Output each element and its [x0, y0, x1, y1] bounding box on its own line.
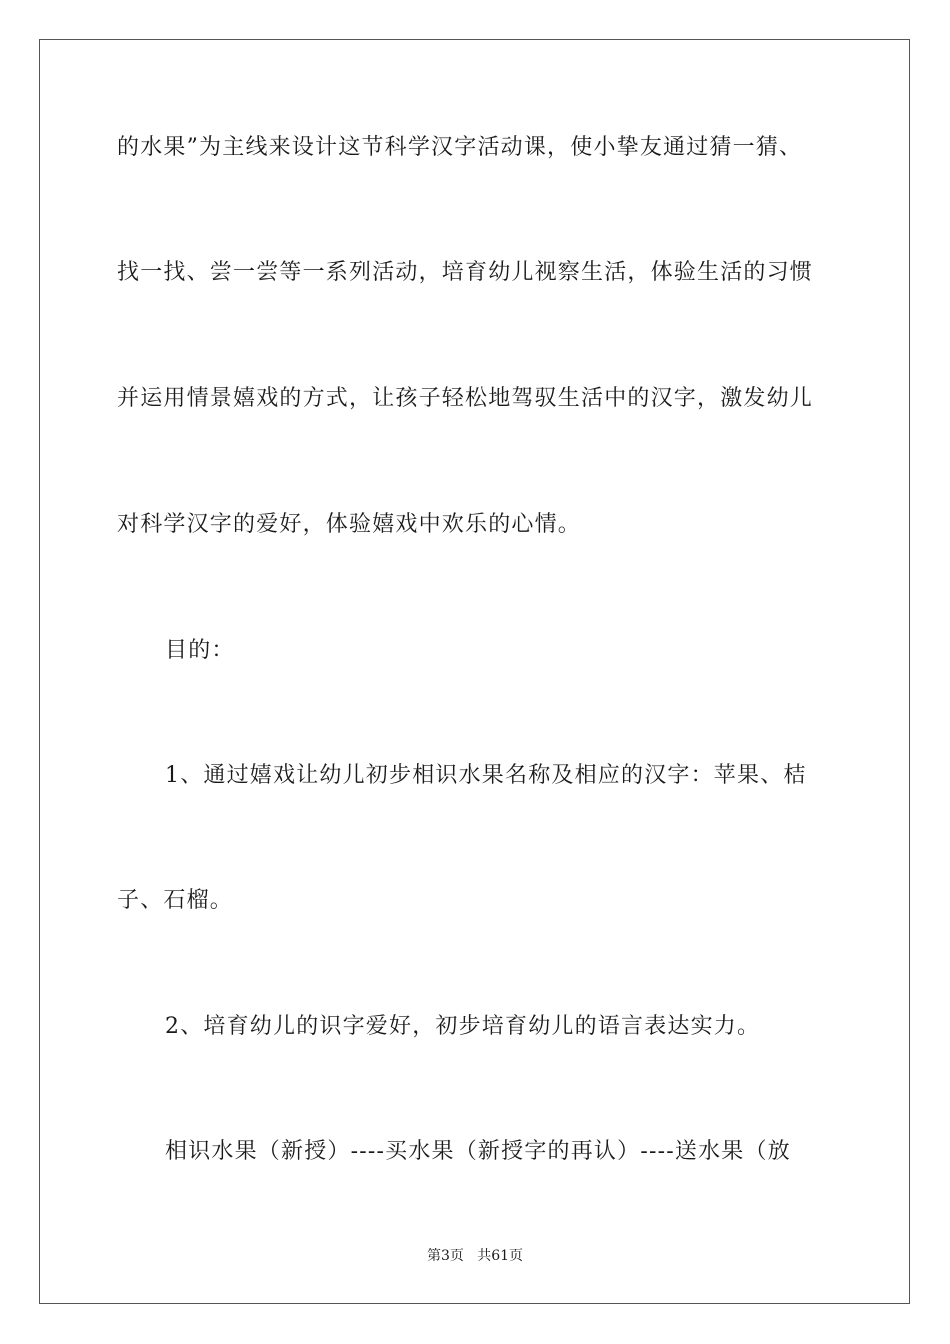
- text-line-3: 并运用情景嬉戏的方式，让孩子轻松地驾驭生活中的汉字，激发幼儿: [117, 386, 814, 411]
- text-line-2: 找一找、尝一尝等一系列活动，培育幼儿视察生活，体验生活的习惯: [117, 260, 814, 285]
- text-line-goal-1: 1、通过嬉戏让幼儿初步相识水果名称及相应的汉字：苹果、桔: [165, 763, 807, 788]
- heading-purpose: 目的：: [165, 638, 235, 663]
- text-line-process: 相识水果（新授）----买水果（新授字的再认）----送水果（放: [165, 1139, 791, 1164]
- text-line-1: 的水果”为主线来设计这节科学汉字活动课，使小挚友通过猜一猜、: [117, 135, 803, 160]
- page-border: [39, 39, 910, 1304]
- text-line-goal-2: 2、培育幼儿的识字爱好，初步培育幼儿的语言表达实力。: [165, 1014, 761, 1039]
- page-number-footer: 第3页 共61页: [426, 1248, 524, 1264]
- text-line-goal-1-cont: 子、石榴。: [117, 888, 234, 913]
- text-line-4: 对科学汉字的爱好，体验嬉戏中欢乐的心情。: [117, 512, 582, 537]
